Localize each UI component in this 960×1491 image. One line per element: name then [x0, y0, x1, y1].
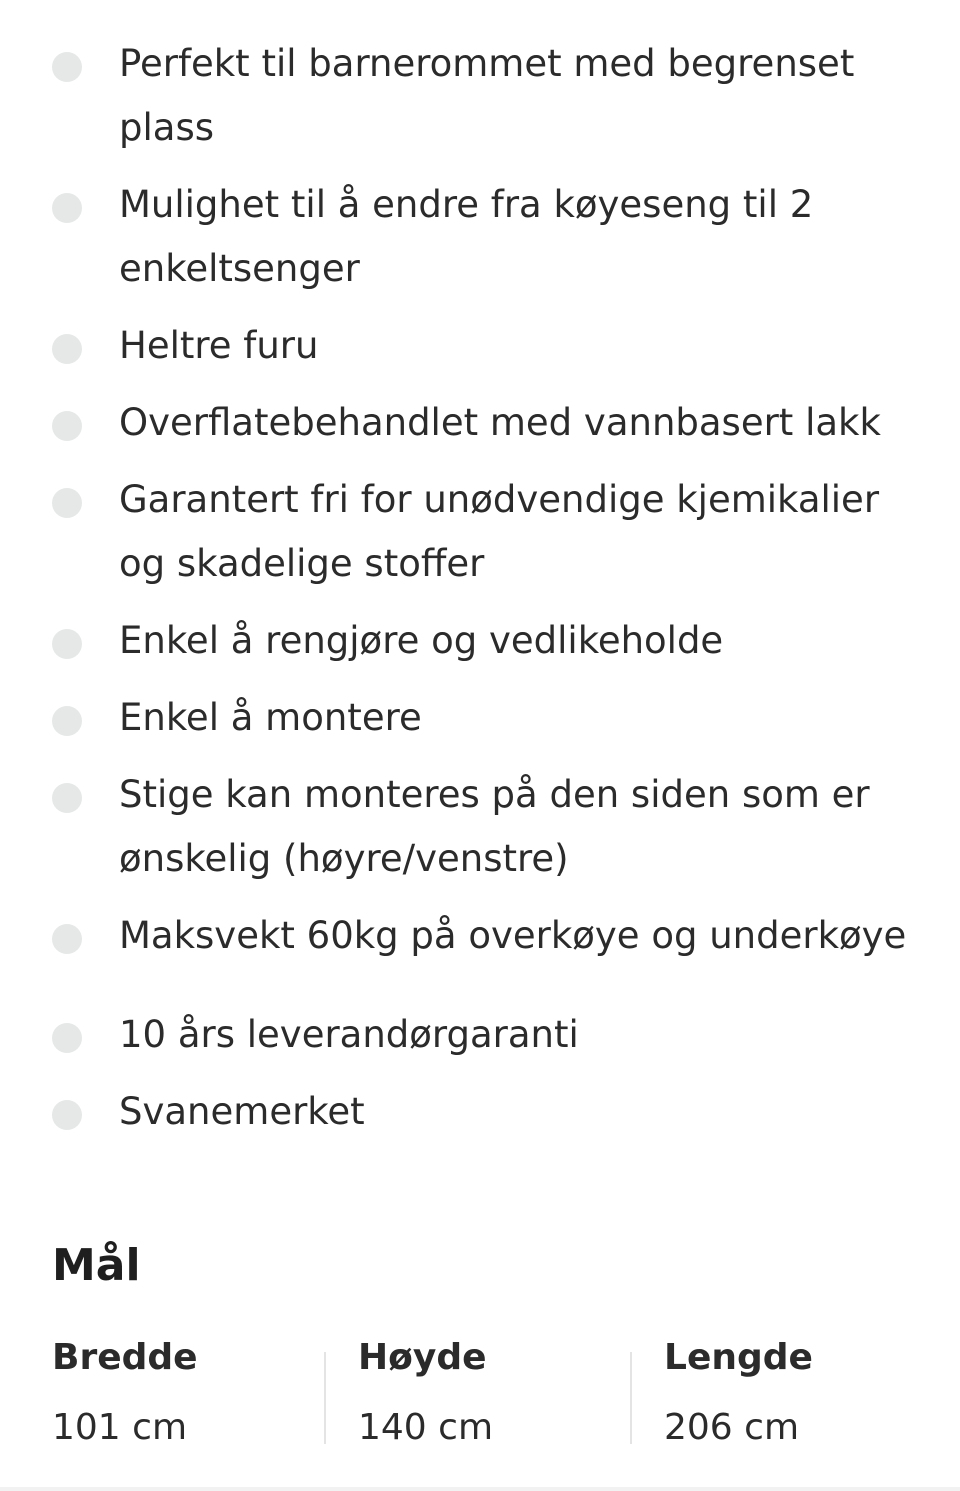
feature-text: Enkel å montere [119, 696, 422, 739]
dimension-value: 206 cm [664, 1407, 800, 1448]
bullet-icon [52, 629, 82, 659]
dimension-value: 101 cm [52, 1407, 188, 1448]
feature-text: Mulighet til å endre fra køyeseng til 2 enkeltsenger [119, 183, 814, 290]
dimension-label: Bredde [52, 1337, 198, 1378]
dimension-label: Lengde [664, 1337, 813, 1378]
feature-text: Maksvekt 60kg på overkøye og underkøye [119, 914, 907, 957]
bullet-icon [52, 1023, 82, 1053]
bullet-icon [52, 334, 82, 364]
bullet-icon [52, 706, 82, 736]
feature-text: 10 års leverandørgaranti [119, 1013, 579, 1056]
feature-text: Enkel å rengjøre og vedlikeholde [119, 619, 724, 662]
bottom-edge [0, 1487, 960, 1491]
bullet-icon [52, 783, 82, 813]
dimension-length [664, 1330, 813, 1456]
dimension-value: 140 cm [358, 1407, 494, 1448]
dimension-width [52, 1330, 198, 1456]
feature-text: Stige kan monteres på den siden som er ønskelig (høyre/venstre) [119, 773, 870, 880]
feature-text: Overflatebehandlet med vannbasert lakk [119, 401, 881, 444]
bullet-icon [52, 52, 82, 82]
bullet-icon [52, 1100, 82, 1130]
feature-text: Perfekt til barnerommet med begrenset plass [119, 42, 855, 149]
bullet-icon [52, 924, 82, 954]
bullet-icon [52, 488, 82, 518]
feature-text: Svanemerket [119, 1090, 365, 1133]
divider [324, 1352, 326, 1444]
dimensions-title: Mål [52, 1240, 141, 1291]
bullet-icon [52, 193, 82, 223]
divider [630, 1352, 632, 1444]
dimension-height [358, 1330, 493, 1456]
dimension-label: Høyde [358, 1337, 487, 1378]
bullet-icon [52, 411, 82, 441]
feature-text: Garantert fri for unødvendige kjemikalier og skadelige stoffer [119, 478, 880, 585]
feature-text: Heltre furu [119, 324, 319, 367]
dimensions-row [0, 1330, 960, 1450]
